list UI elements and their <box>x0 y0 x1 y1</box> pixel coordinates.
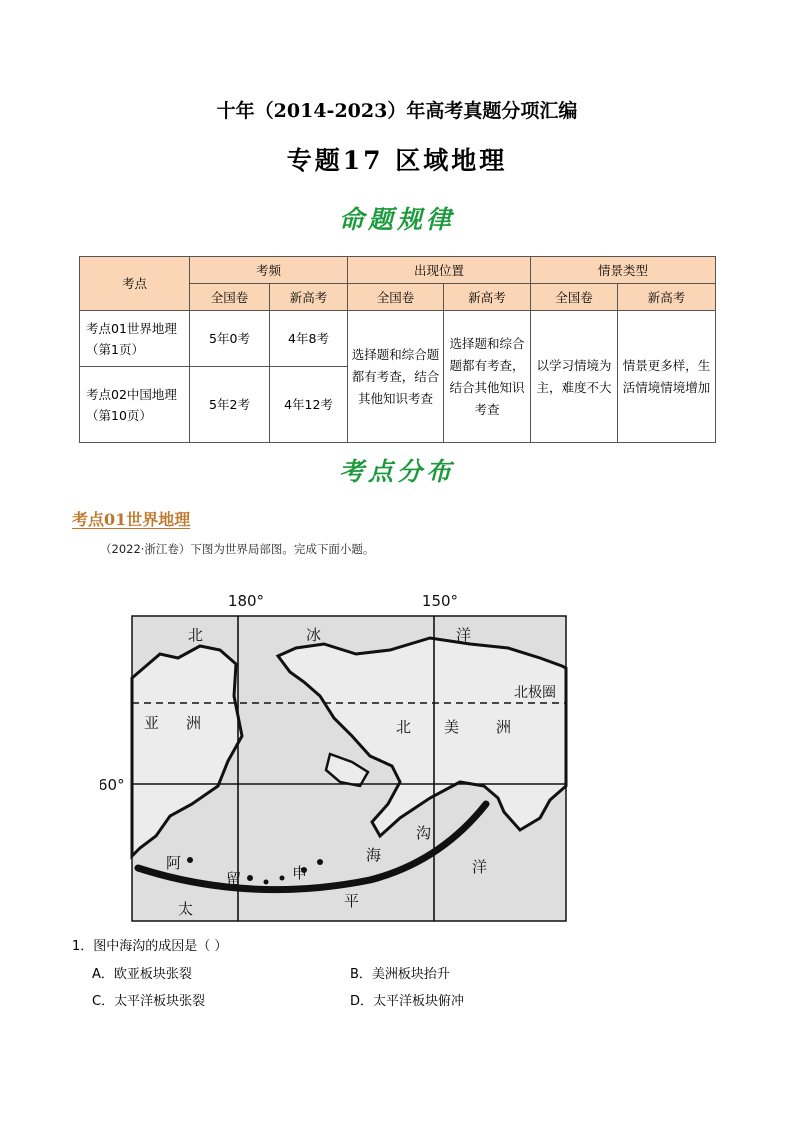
option-a[interactable]: A．欧亚板块张裂 <box>92 967 192 982</box>
label-liu: 留 <box>226 870 242 888</box>
label-a: 阿 <box>166 854 182 872</box>
label-bei: 北 <box>188 626 204 644</box>
world-map-figure <box>100 586 570 926</box>
label-hai: 海 <box>366 846 382 864</box>
label-yang-bottom: 洋 <box>472 858 488 876</box>
subheader-xingaokao: 新高考 <box>270 284 348 311</box>
subheader-quanguo: 全国卷 <box>348 284 444 311</box>
row2-xingaokao: 4年12考 <box>270 367 348 443</box>
section-distribution-heading: 考点分布 <box>338 457 455 486</box>
header-position: 出现位置 <box>348 257 531 284</box>
section-rules-heading: 命题规律 <box>338 205 455 234</box>
header-kaodian: 考点 <box>80 257 190 311</box>
label-bing: 冰 <box>306 626 322 644</box>
subheader-quanguo: 全国卷 <box>190 284 270 311</box>
arctic-circle-label: 北极圈 <box>514 685 556 701</box>
label-ping: 平 <box>344 892 360 910</box>
question-stem: 1．图中海沟的成因是（ ） <box>72 939 228 954</box>
label-zhou-asia: 洲 <box>186 714 202 732</box>
option-c[interactable]: C．太平洋板块张裂 <box>92 994 206 1009</box>
row1-xingaokao: 4年8考 <box>270 311 348 367</box>
row1-quanguo: 5年0考 <box>190 311 270 367</box>
option-d[interactable]: D．太平洋板块俯冲 <box>350 994 465 1009</box>
lat-60-label: 60° <box>100 776 125 794</box>
option-b[interactable]: B．美洲板块抬升 <box>350 967 450 982</box>
label-shen: 申 <box>292 864 308 882</box>
scene-xingaokao-cell: 情景更多样，生活情境情境增加 <box>618 311 716 443</box>
label-yang-top: 洋 <box>456 626 472 644</box>
position-quanguo-cell: 选择题和综合题都有考查，结合其他知识考查 <box>348 311 444 443</box>
doc-title: 十年（2014-2023）年高考真题分项汇编 <box>216 100 578 122</box>
label-beimei-zhou: 洲 <box>496 718 512 736</box>
row2-quanguo: 5年2考 <box>190 367 270 443</box>
subheader-quanguo: 全国卷 <box>531 284 618 311</box>
scene-quanguo-cell: 以学习情境为主，难度不大 <box>531 311 618 443</box>
subheader-xingaokao: 新高考 <box>618 284 716 311</box>
kaodian-01-heading: 考点01世界地理 <box>72 510 191 529</box>
label-beimei-mei: 美 <box>444 718 460 736</box>
row2-kaodian: 考点02中国地理（第10页） <box>80 367 190 443</box>
position-xingaokao-cell: 选择题和综合题都有考查，结合其他知识考查 <box>444 311 531 443</box>
label-ya: 亚 <box>144 714 160 732</box>
label-tai: 太 <box>178 900 194 918</box>
label-gou: 沟 <box>416 824 432 842</box>
header-scene: 情景类型 <box>531 257 716 284</box>
subheader-xingaokao: 新高考 <box>444 284 531 311</box>
lon-180-label: 180° <box>227 592 265 610</box>
header-kaopin: 考频 <box>190 257 348 284</box>
doc-subtitle: 专题17 区域地理 <box>286 146 508 175</box>
question-source: （2022·浙江卷）下图为世界局部图。完成下面小题。 <box>100 542 375 556</box>
row1-kaodian: 考点01世界地理（第1页） <box>80 311 190 367</box>
frequency-table <box>79 256 716 443</box>
label-beimei-bei: 北 <box>396 718 412 736</box>
lon-150-label: 150° <box>421 592 459 610</box>
